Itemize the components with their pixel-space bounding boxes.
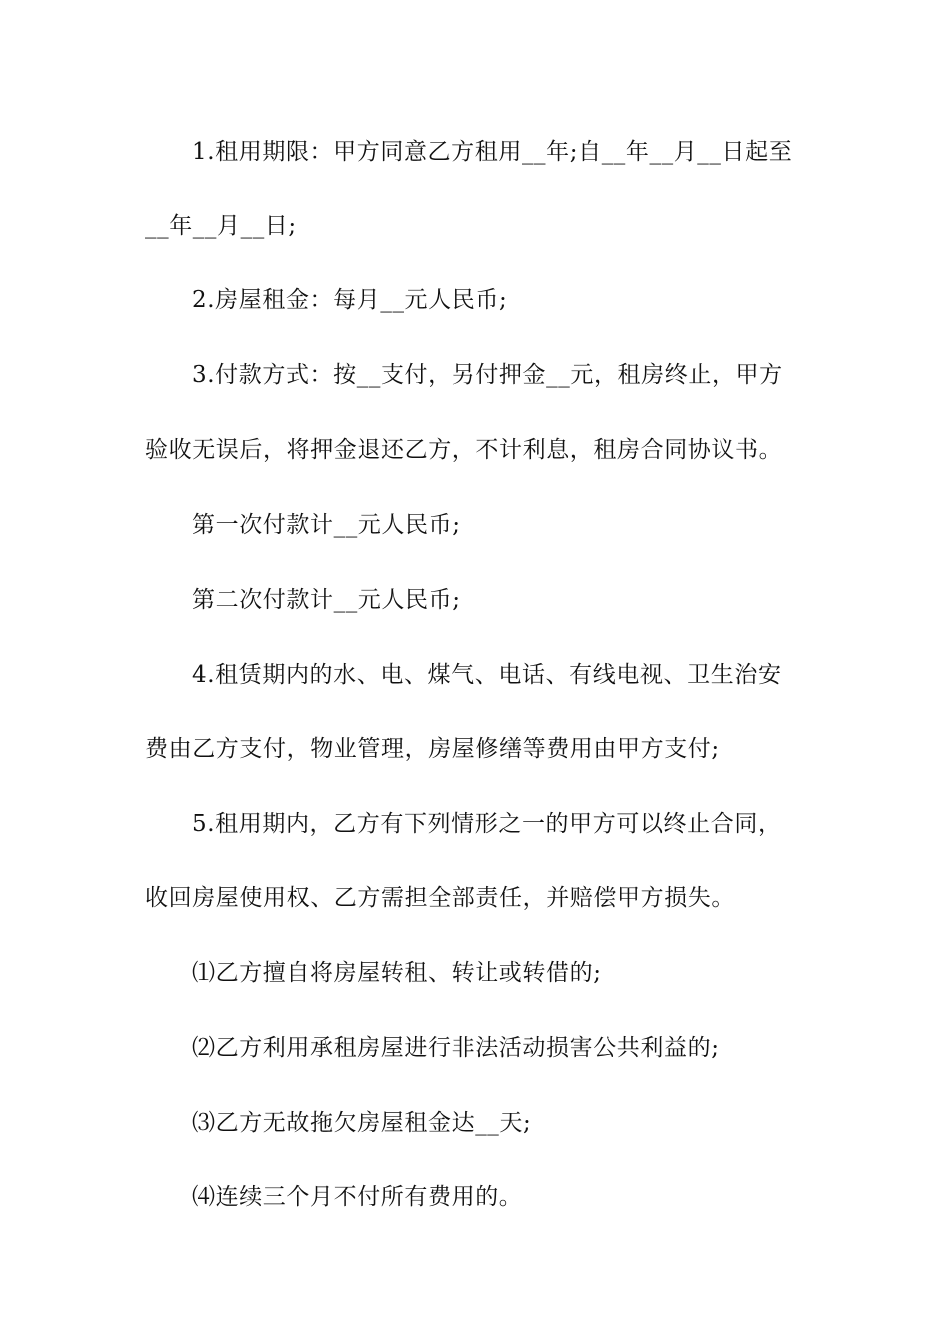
text-line: 费由乙方支付，物业管理，房屋修缮等费用由甲方支付; bbox=[145, 736, 720, 762]
text-line: ⑷连续三个月不付所有费用的。 bbox=[192, 1184, 523, 1210]
text-line: 3.付款方式：按__支付，另付押金__元，租房终止，甲方 bbox=[192, 362, 783, 388]
text-line: 2.房屋租金：每月__元人民币; bbox=[192, 287, 508, 313]
text-line: 4.租赁期内的水、电、煤气、电话、有线电视、卫生治安 bbox=[192, 662, 782, 688]
text-line: 收回房屋使用权、乙方需担全部责任，并赔偿甲方损失。 bbox=[145, 885, 735, 911]
text-line: 1.租用期限：甲方同意乙方租用__年;自__年__月__日起至 bbox=[192, 139, 793, 165]
text-line: 验收无误后，将押金退还乙方，不计利息，租房合同协议书。 bbox=[145, 437, 783, 463]
text-line: 5.租用期内，乙方有下列情形之一的甲方可以终止合同， bbox=[192, 811, 782, 837]
text-line: ⑴乙方擅自将房屋转租、转让或转借的; bbox=[192, 960, 602, 986]
text-line: __年__月__日; bbox=[145, 213, 297, 239]
text-line: 第一次付款计__元人民币; bbox=[192, 512, 461, 538]
text-line: 第二次付款计__元人民币; bbox=[192, 587, 461, 613]
text-line: ⑶乙方无故拖欠房屋租金达__天; bbox=[192, 1110, 532, 1136]
text-line: ⑵乙方利用承租房屋进行非法活动损害公共利益的; bbox=[192, 1035, 720, 1061]
